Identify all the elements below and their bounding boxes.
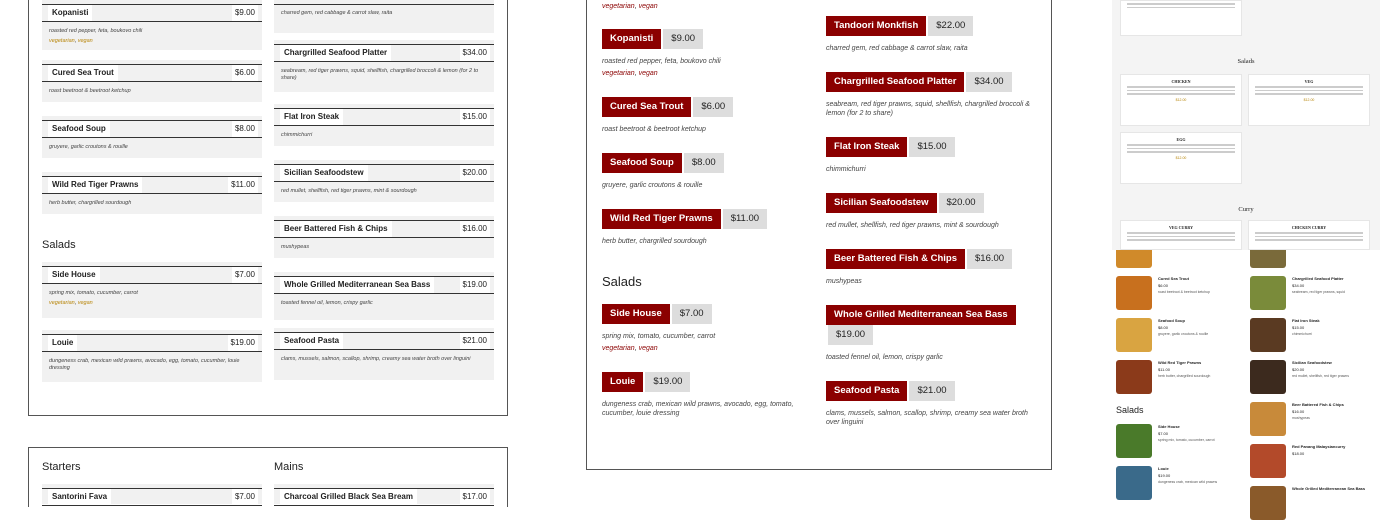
menu-item[interactable]: [42, 262, 262, 318]
item-price: $34.00: [460, 45, 490, 61]
menu-item[interactable]: [274, 272, 494, 320]
text-line: [1255, 86, 1363, 88]
tag-vegan: vegan: [77, 300, 93, 306]
menu-item[interactable]: [826, 381, 1036, 427]
item-name: Red Panang Malaysiancurry: [1292, 444, 1346, 449]
item-price: $21.00: [460, 333, 490, 349]
text-line: [1127, 232, 1235, 234]
item-name: Tandoori Monkfish: [826, 16, 926, 36]
item-description: gruyere, garlic croutons & rouille: [49, 144, 128, 150]
preview-menu-item[interactable]: [1116, 466, 1244, 500]
menu-item-row: [274, 276, 494, 294]
tag-vegetarian: vegetarian: [49, 38, 75, 44]
menu-item[interactable]: [826, 16, 1036, 53]
item-price: $17.00: [460, 489, 490, 505]
menu-item-row: [42, 120, 262, 138]
item-name: Whole Grilled Mediterranean Sea Bass: [826, 305, 1016, 325]
menu-item[interactable]: [602, 304, 812, 352]
tag-vegan: vegan: [638, 70, 658, 77]
food-image: [1116, 250, 1152, 268]
text-line: [1255, 232, 1363, 234]
card-price: $12.00: [1303, 97, 1315, 102]
menu-item[interactable]: [602, 153, 812, 190]
item-name: Kopanisti: [48, 5, 92, 21]
item-name: Louie: [48, 335, 77, 351]
item-description: [274, 506, 494, 514]
item-description: herb butter, chargrilled sourdough: [1158, 374, 1211, 378]
preview-card[interactable]: [1120, 0, 1242, 36]
food-image: [1116, 424, 1152, 458]
item-description: dungeness crab, mexican wild prawns, avocado, egg, tomato, cucumber, louie dressing: [49, 358, 240, 371]
item-description: red mullet, shellfish, red tiger prawns: [1292, 374, 1349, 378]
diet-tags: [42, 37, 262, 46]
item-description: clams, mussels, salmon, scallop, shrimp, creamy sea water broth over linguini: [826, 410, 1028, 426]
menu-item[interactable]: [42, 116, 262, 158]
item-price: $16.00: [460, 221, 490, 237]
tag-vegan: vegan: [77, 38, 93, 44]
item-price: $7.00: [672, 304, 712, 324]
food-image: [1250, 276, 1286, 310]
menu-item-row: [274, 108, 494, 126]
menu-item[interactable]: [274, 216, 494, 258]
item-description: seabream, red tiger prawns, squid, shellfish, chargrilled broccoli & lemon (for 2 to share): [281, 68, 479, 81]
food-image: [1250, 486, 1286, 520]
salads-heading-2: Salads: [602, 274, 642, 289]
item-name: Side House: [602, 304, 670, 324]
item-description: red mullet, shellfish, red tiger prawns, mint & sourdough: [826, 222, 999, 229]
item-price: $8.00: [1158, 325, 1169, 330]
item-description: roasted red pepper, feta, boukovo chili: [602, 58, 721, 65]
item-price: $9.00: [232, 5, 258, 21]
menu-item[interactable]: [274, 40, 494, 92]
item-name: Cured Sea Trout: [1158, 276, 1189, 281]
food-image: [1250, 360, 1286, 394]
item-description: chimmichurri: [826, 166, 866, 173]
menu-item[interactable]: [274, 0, 494, 33]
item-description: gruyere, garlic croutons & rouille: [1158, 332, 1209, 336]
item-description: spring mix, tomato, cucumber, carrot: [49, 290, 138, 296]
item-description: clams, mussels, salmon, scallop, shrimp, creamy sea water broth over linguini: [281, 356, 471, 362]
item-description: charred gem, red cabbage & carrot slaw, raita: [281, 10, 393, 16]
menu-item[interactable]: [42, 60, 262, 102]
text-line: [1127, 3, 1235, 5]
food-image: [1116, 360, 1152, 394]
item-description: seabream, red tiger prawns, squid, shellfish, chargrilled broccoli & lemon (for 2 to share): [826, 101, 1030, 117]
item-description: mushypeas: [826, 278, 862, 285]
item-price: $7.00: [1158, 431, 1169, 436]
tag-vegan: vegan: [638, 3, 658, 10]
item-description: chimmichurri: [1292, 332, 1312, 336]
item-price: $7.00: [232, 489, 258, 505]
item-description: herb butter, chargrilled sourdough: [602, 238, 707, 245]
text-line: [1127, 148, 1235, 150]
item-name: Louie: [1158, 466, 1169, 471]
tag-vegan: vegan: [638, 345, 658, 352]
menu-item[interactable]: [602, 29, 812, 77]
food-image: [1250, 250, 1286, 268]
item-name: Cured Sea Trout: [602, 97, 691, 117]
text-line: [1255, 239, 1363, 241]
preview-menu-item[interactable]: [1116, 424, 1244, 458]
item-price: $6.00: [693, 97, 733, 117]
menu-item[interactable]: [42, 0, 262, 50]
item-name: Wild Red Tiger Prawns: [48, 177, 142, 193]
item-name: Beer Battered Fish & Chips: [826, 249, 965, 269]
preview-menu-item[interactable]: [1250, 318, 1378, 352]
menu-item[interactable]: [274, 104, 494, 146]
item-price: $15.00: [909, 137, 954, 157]
menu-item[interactable]: [826, 72, 1036, 118]
item-name: Sicilian Seafoodstew: [1292, 360, 1332, 365]
tag-vegetarian: vegetarian: [602, 3, 635, 10]
item-price: $19.00: [228, 335, 258, 351]
tag-comma: ,: [74, 38, 77, 44]
menu-item[interactable]: [602, 209, 812, 246]
item-price: $19.00: [1158, 473, 1171, 478]
item-name: Chargrilled Seafood Platter: [1292, 276, 1344, 281]
starters-heading: Starters: [42, 461, 81, 473]
tag-comma: ,: [74, 300, 77, 306]
salads-title: Salads: [1237, 58, 1255, 65]
menu-item[interactable]: [274, 328, 494, 380]
card-price: $12.00: [1175, 155, 1187, 160]
item-price: $15.00: [1292, 325, 1305, 330]
item-description: charred gem, red cabbage & carrot slaw, raita: [826, 45, 968, 52]
text-line: [1127, 90, 1235, 92]
preview-card[interactable]: [1120, 74, 1242, 126]
item-price: $19.00: [828, 325, 873, 345]
item-description: red mullet, shellfish, red tiger prawns, mint & sourdough: [281, 188, 417, 194]
item-description: dungeness crab, mexican wild prawns, avocado, egg, tomato, cucumber, louie dressing: [602, 401, 794, 417]
card-title: VEG: [1304, 79, 1314, 84]
item-name: Kopanisti: [602, 29, 661, 49]
mains-heading: Mains: [274, 461, 304, 473]
text-line: [1127, 7, 1235, 9]
item-description: gruyere, garlic croutons & rouille: [602, 182, 703, 189]
item-description: roast beetroot & beetroot ketchup: [49, 88, 131, 94]
menu-item[interactable]: [274, 484, 494, 504]
item-name: Sicilian Seafoodstew: [826, 193, 937, 213]
item-name: Whole Grilled Mediterranean Sea Bass: [1292, 486, 1366, 491]
item-price: $22.00: [928, 16, 973, 36]
menu-item-row: [274, 332, 494, 350]
item-price: $34.00: [966, 72, 1011, 92]
diet-tags: [42, 299, 262, 308]
menu-item-row: [42, 176, 262, 194]
item-name: Side House: [1158, 424, 1180, 429]
item-name: Seafood Pasta: [280, 333, 343, 349]
text-line: [1127, 144, 1235, 146]
item-price: $20.00: [939, 193, 984, 213]
food-image: [1116, 276, 1152, 310]
tag-comma: ,: [634, 345, 637, 352]
item-name: Side House: [48, 267, 100, 283]
preview-menu-item[interactable]: [1116, 360, 1244, 394]
salads-heading-3: Salads: [1116, 405, 1144, 415]
menu-item[interactable]: [826, 137, 1036, 174]
item-description: chimmichurri: [281, 132, 313, 138]
menu-item-row: [274, 44, 494, 62]
item-description: toasted fennel oil, lemon, crispy garlic: [826, 354, 943, 361]
preview-menu-item[interactable]: [1250, 486, 1378, 520]
item-description: mushypeas: [1292, 416, 1310, 420]
menu-item[interactable]: [826, 193, 1036, 230]
menu-item-row: [42, 266, 262, 284]
tag-vegetarian: vegetarian: [602, 345, 635, 352]
item-name: Seafood Soup: [48, 121, 110, 137]
item-price: $8.00: [232, 121, 258, 137]
item-price: $9.00: [663, 29, 703, 49]
menu-item-divider: [274, 4, 494, 5]
item-name: Whole Grilled Mediterranean Sea Bass: [280, 277, 434, 293]
text-line: [1255, 93, 1363, 95]
preview-menu-item[interactable]: [1116, 318, 1244, 352]
menu-item-row: [42, 334, 262, 352]
item-description: spring mix, tomato, cucumber, carrot: [1158, 438, 1215, 442]
item-price: $16.00: [967, 249, 1012, 269]
item-name: Cured Sea Trout: [48, 65, 118, 81]
menu-item-row: [274, 164, 494, 182]
menu-item[interactable]: [826, 249, 1036, 286]
item-price: $19.00: [645, 372, 690, 392]
menu-item[interactable]: [42, 172, 262, 214]
item-name: Chargrilled Seafood Platter: [826, 72, 964, 92]
item-name: Charcoal Grilled Black Sea Bream: [280, 489, 417, 505]
preview-card[interactable]: [1248, 220, 1370, 250]
preview-menu-item[interactable]: [1250, 276, 1378, 310]
food-image: [1250, 318, 1286, 352]
card-title: CHICKEN CURRY: [1291, 225, 1327, 230]
menu-item-row: [42, 64, 262, 82]
item-name: Chargrilled Seafood Platter: [280, 45, 391, 61]
text-line: [1127, 86, 1235, 88]
item-price: $15.00: [460, 109, 490, 125]
item-price: $16.00: [1292, 409, 1305, 414]
item-price: $11.00: [228, 177, 258, 193]
tag-vegetarian: vegetarian: [602, 70, 635, 77]
item-price: $20.00: [1292, 367, 1305, 372]
text-line: [1127, 239, 1235, 241]
top-tags: vegetarian, vegan: [602, 3, 658, 10]
menu-item-row: [42, 4, 262, 22]
preview-card[interactable]: [1120, 132, 1242, 184]
item-price: $11.00: [1158, 367, 1170, 372]
item-price: $6.00: [232, 65, 258, 81]
item-price: $8.00: [684, 153, 724, 173]
food-image: [1116, 318, 1152, 352]
text-line: [1255, 236, 1363, 238]
preview-card[interactable]: [1248, 74, 1370, 126]
item-description: herb butter, chargrilled sourdough: [49, 200, 132, 206]
item-price: $18.00: [1292, 451, 1305, 456]
text-line: [1127, 93, 1235, 95]
card-title: EGG: [1176, 137, 1186, 142]
item-name: Flat Iron Steak: [1292, 318, 1320, 323]
item-name: Wild Red Tiger Prawns: [602, 209, 721, 229]
text-line: [1127, 151, 1235, 153]
item-name: Santorini Fava: [48, 489, 111, 505]
salads-heading: Salads: [42, 239, 76, 251]
card-title: VEG CURRY: [1169, 225, 1193, 230]
preview-menu-item[interactable]: [1250, 444, 1378, 478]
menu-item[interactable]: [42, 330, 262, 382]
item-price: $6.00: [1158, 283, 1169, 288]
menu-item[interactable]: [602, 97, 812, 134]
item-name: Sicilian Seafoodstew: [280, 165, 368, 181]
item-description: toasted fennel oil, lemon, crispy garlic: [281, 300, 373, 306]
item-description: spring mix, tomato, cucumber, carrot: [602, 333, 716, 340]
diet-tags: [602, 345, 812, 352]
item-name: Wild Red Tiger Prawns: [1158, 360, 1202, 365]
menu-item-row: [274, 488, 494, 506]
food-image: [1250, 402, 1286, 436]
preview-menu-item[interactable]: [1250, 402, 1378, 436]
item-price: $21.00: [909, 381, 954, 401]
item-price: $19.00: [460, 277, 490, 293]
item-description: seabream, red tiger prawns, squid: [1292, 290, 1345, 294]
menu-item[interactable]: [42, 484, 262, 504]
item-description: roast beetroot & beetroot ketchup: [602, 126, 706, 133]
item-name: Flat Iron Steak: [280, 109, 343, 125]
item-name: Flat Iron Steak: [826, 137, 907, 157]
item-description: roast beetroot & beetroot ketchup: [1158, 290, 1210, 294]
item-description: [42, 506, 262, 514]
menu-item[interactable]: [826, 305, 1036, 362]
preview-card[interactable]: [1120, 220, 1242, 250]
card-price: $12.00: [1175, 97, 1187, 102]
food-image: [1250, 444, 1286, 478]
item-name: Louie: [602, 372, 643, 392]
item-price: $20.00: [460, 165, 490, 181]
preview-menu-item[interactable]: [1116, 276, 1244, 310]
preview-menu-item[interactable]: [1250, 360, 1378, 394]
item-name: Seafood Pasta: [826, 381, 907, 401]
menu-item-row: [42, 488, 262, 506]
tag-comma: ,: [634, 70, 637, 77]
text-line: [1255, 90, 1363, 92]
menu-item[interactable]: [602, 372, 812, 418]
item-name: Seafood Soup: [602, 153, 682, 173]
food-image: [1116, 466, 1152, 500]
tag-vegetarian: vegetarian: [49, 300, 75, 306]
menu-item-row: [274, 220, 494, 238]
text-line: [1127, 236, 1235, 238]
diet-tags: [602, 70, 812, 77]
item-name: Beer Battered Fish & Chips: [1292, 402, 1344, 407]
item-description: roasted red pepper, feta, boukovo chili: [49, 28, 143, 34]
card-title: CHICKEN: [1171, 79, 1191, 84]
item-description: dungeness crab, mexican wild prawns: [1158, 480, 1218, 484]
item-name: Seafood Soup: [1158, 318, 1185, 323]
item-price: $11.00: [723, 209, 767, 229]
item-price: $34.00: [1292, 283, 1305, 288]
item-description: mushypeas: [281, 244, 310, 250]
curry-title: Curry: [1238, 206, 1254, 213]
item-name: Beer Battered Fish & Chips: [280, 221, 392, 237]
menu-item[interactable]: [274, 160, 494, 202]
item-price: $7.00: [232, 267, 258, 283]
